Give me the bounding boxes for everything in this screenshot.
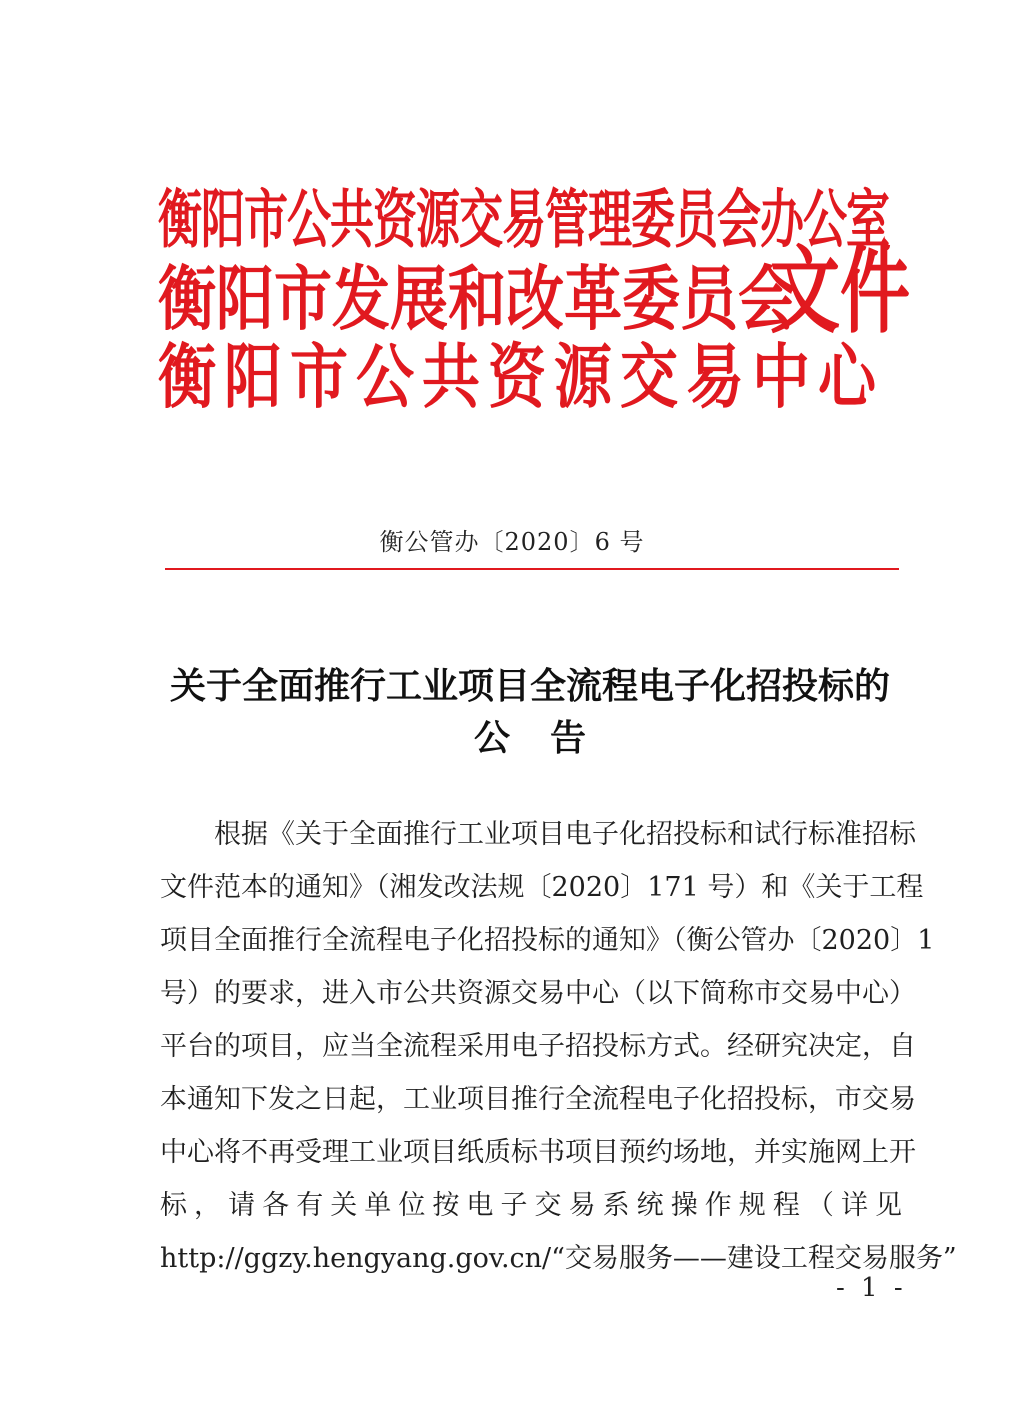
document-title-type: 公告 [473, 717, 626, 759]
body-line: 本通知下发之日起，工业项目推行全流程电子化招投标，市交易 [160, 1084, 916, 1115]
letterhead-suffix: 文件 [770, 234, 910, 347]
letterhead [158, 182, 918, 422]
body-line: 项目全面推行全流程电子化招投标的通知》（衡公管办〔2020〕1 [160, 925, 935, 956]
issuer-name: 衡阳市公共资源交易中心 [158, 336, 885, 418]
red-divider [165, 568, 899, 570]
document-title: 关于全面推行工业项目全流程电子化招投标的 [169, 665, 890, 707]
body-line: 中心将不再受理工业项目纸质标书项目预约场地，并实施网上开 [160, 1137, 916, 1168]
issuer-name: 衡阳市发展和改革委员会 [158, 258, 797, 340]
body-text [160, 808, 957, 1285]
body-line: 平台的项目，应当全流程采用电子招投标方式。经研究决定，自 [160, 1031, 916, 1062]
page-number: - 1 - [836, 1273, 907, 1303]
body-line: 号）的要求，进入市公共资源交易中心（以下简称市交易中心） [160, 978, 916, 1009]
body-line: 文件范本的通知》（湘发改法规〔2020〕171 号）和《关于工程 [160, 872, 924, 903]
body-line: 根据《关于全面推行工业项目电子化招投标和试行标准招标 [214, 819, 916, 850]
body-line: 标，请各有关单位按电子交易系统操作规程（详见 [160, 1190, 902, 1221]
body-line: http://ggzy.hengyang.gov.cn/“交易服务——建设工程交易服务” [160, 1243, 957, 1274]
issuer-name: 衡阳市公共资源交易管理委员会办公室 [158, 183, 889, 258]
document-number: 衡公管办〔2020〕6 号 [379, 528, 645, 556]
